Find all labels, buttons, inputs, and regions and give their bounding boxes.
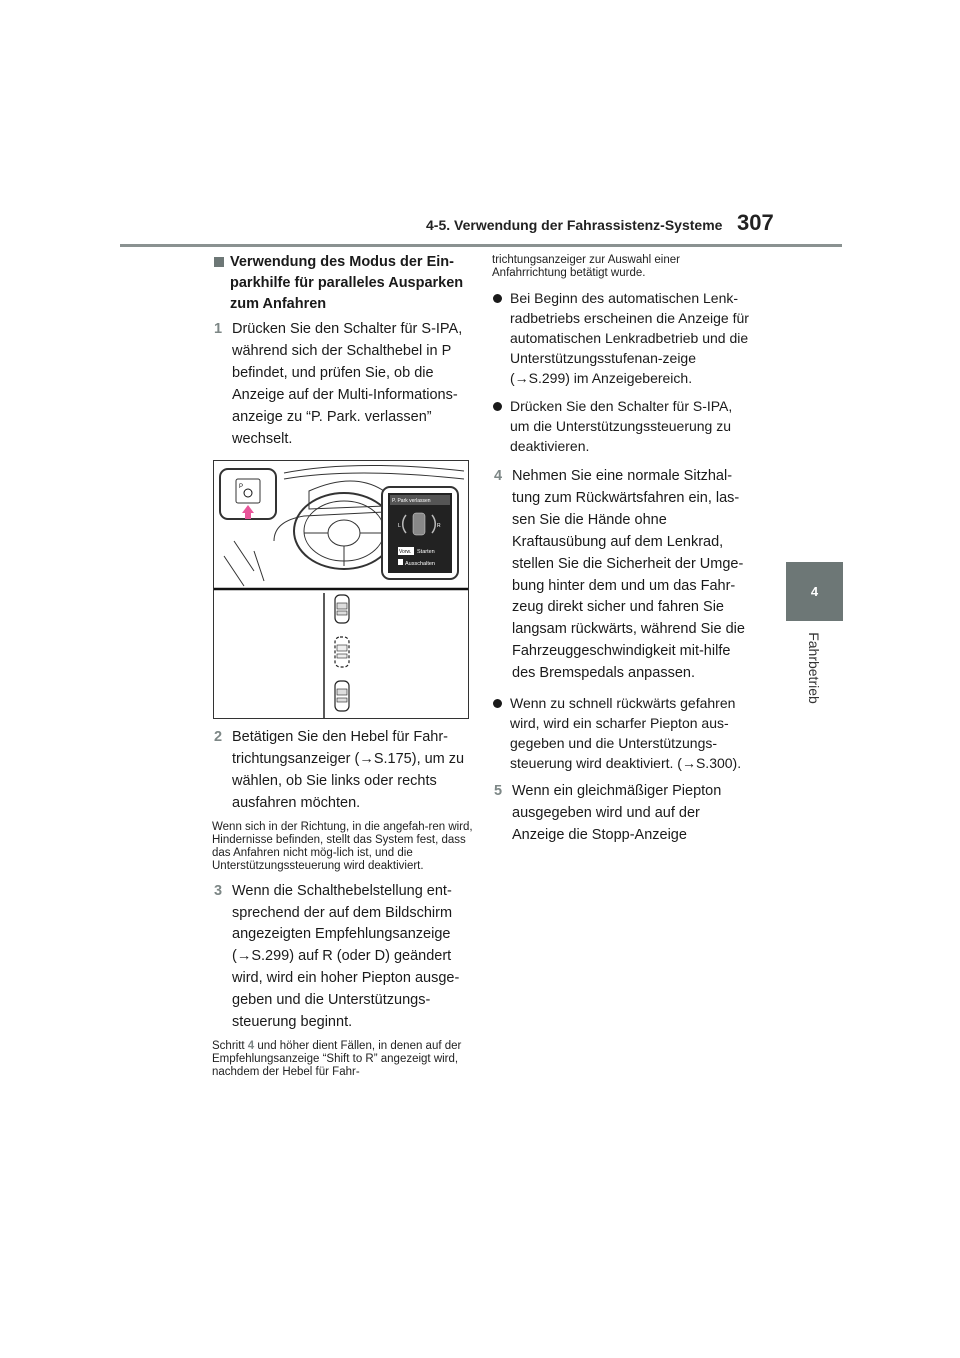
right-column	[492, 254, 754, 847]
note-obstacle: Wenn sich in der Richtung, in die angefah-ren wird, Hindernisse befinden, stellt das System fest, dass das Anfahren nicht mög-lich ist, und die Unterstützungssteuerung wird deaktiviert.	[212, 820, 473, 872]
note-text-start: Schritt	[212, 1039, 248, 1052]
square-bullet-icon	[214, 257, 224, 267]
heading-text: Verwendung des Modus der Ein-parkhilfe für paralleles Ausparken zum Anfahren	[230, 254, 464, 312]
bullet-item	[492, 288, 754, 388]
step-1	[212, 319, 474, 450]
step-3	[212, 881, 474, 1034]
bullet-text: Bei Beginn des automatischen Lenk-radbetriebs erscheinen die Anzeige für automatischen Lenkradbetrieb und die Unterstützungsstufenan-zeige (→S.299) im Anzeigebereich.	[510, 290, 749, 386]
left-column	[212, 252, 474, 460]
dashboard-diagram	[214, 461, 469, 719]
bullet-text: Drücken Sie den Schalter für S-IPA, um die Unterstützungssteuerung zu deaktivieren.	[510, 398, 733, 454]
step-number: 1	[214, 321, 223, 337]
instrument-cluster	[309, 481, 384, 509]
off-label: Ausschalten	[405, 561, 435, 567]
step-4	[492, 466, 754, 685]
chapter-number: 4	[810, 584, 819, 599]
chapter-tab[interactable]	[786, 562, 843, 621]
header-divider	[120, 244, 842, 247]
step-number: 2	[214, 729, 223, 745]
note-step4	[212, 1040, 474, 1079]
step-text: Betätigen Sie den Hebel für Fahr-trichtungsanzeiger (→S.175), um zu wählen, ob Sie links oder rechts ausfahren möchten.	[232, 729, 465, 811]
step-text: Nehmen Sie eine normale Sitzhal-tung zum Rückwärtsfahren ein, las-sen Sie die Hände ohne Kraftausübung auf dem Lenkrad, stellen Sie die Sicherheit der Umge-bung hinter dem und um das Fahr-zeug direkt sicher und fahren Sie langsam rückwärts, während Sie die Fahrzeuggeschwindigkeit mit-hilfe des Bremspedals anpassen.	[512, 468, 745, 682]
note-text-end: und höher dient Fällen, in denen auf der Empfehlungsanzeige “Shift to R” angezeigt wird, nachdem der Hebel für Fahr-	[212, 1039, 462, 1078]
parked-car-front-icon	[335, 595, 349, 623]
step-5	[492, 781, 754, 847]
start-label: Starten	[417, 549, 435, 555]
left-letter: L	[398, 523, 401, 529]
chapter-label: Fahrbetrieb	[806, 632, 822, 704]
chapter-label-box	[784, 633, 844, 703]
own-car-icon	[335, 637, 349, 667]
start-tag: Vorw.	[399, 549, 412, 555]
bullet-item	[492, 693, 754, 773]
parked-car-rear-icon	[335, 681, 349, 711]
parking-illustration	[213, 460, 469, 719]
page-number: 307	[737, 210, 774, 235]
step-number: 5	[494, 783, 503, 800]
step-text: Wenn die Schalthebelstellung ent-sprechend der auf dem Bildschirm angezeigten Empfehlungsanzeige (→S.299) auf R (oder D) geändert wird, wird ein hoher Piepton ausge-geben und die Unterstützungs-steuerung beginnt.	[232, 882, 460, 1031]
switch-letter: P	[239, 484, 244, 490]
display-title: P. Park verlassen	[392, 498, 431, 504]
bullet-text: Wenn zu schnell rückwärts gefahren wird, wird ein scharfer Piepton aus-gegeben und die Unterstützungs-steuerung wird deaktiviert. (→S.300).	[510, 695, 742, 772]
bullet-icon	[493, 699, 502, 708]
step-number: 4	[494, 468, 503, 484]
section-title: 4-5. Verwendung der Fahrassistenz-Systeme	[426, 217, 723, 233]
s-ipa-switch-icon	[236, 479, 260, 503]
step-2	[212, 727, 474, 815]
note-step-ref: 4	[247, 1039, 255, 1052]
subsection-heading	[212, 252, 474, 315]
step-text: Drücken Sie den Schalter für S-IPA, während sich der Schalthebel in P befindet, und prüfen Sie, ob die Anzeige auf der Multi-Informations-anzeige zu “P. Park. verlassen” wechselt.	[232, 321, 463, 447]
bullet-icon	[493, 294, 502, 303]
car-icon	[413, 513, 425, 535]
step-number: 3	[214, 882, 223, 899]
bullet-icon	[493, 402, 502, 411]
dash-line-2	[284, 473, 464, 479]
step-text: Wenn ein gleichmäßiger Piepton ausgegeben wird und auf der Anzeige die Stopp-Anzeige	[512, 783, 722, 843]
dash-top-line	[284, 465, 464, 473]
right-letter: R	[437, 523, 441, 529]
left-column-lower	[212, 727, 474, 1079]
bullet-item	[492, 396, 754, 456]
note-continued: trichtungsanzeiger zur Auswahl einer Anfahrrichtung betätigt wurde.	[492, 254, 680, 279]
